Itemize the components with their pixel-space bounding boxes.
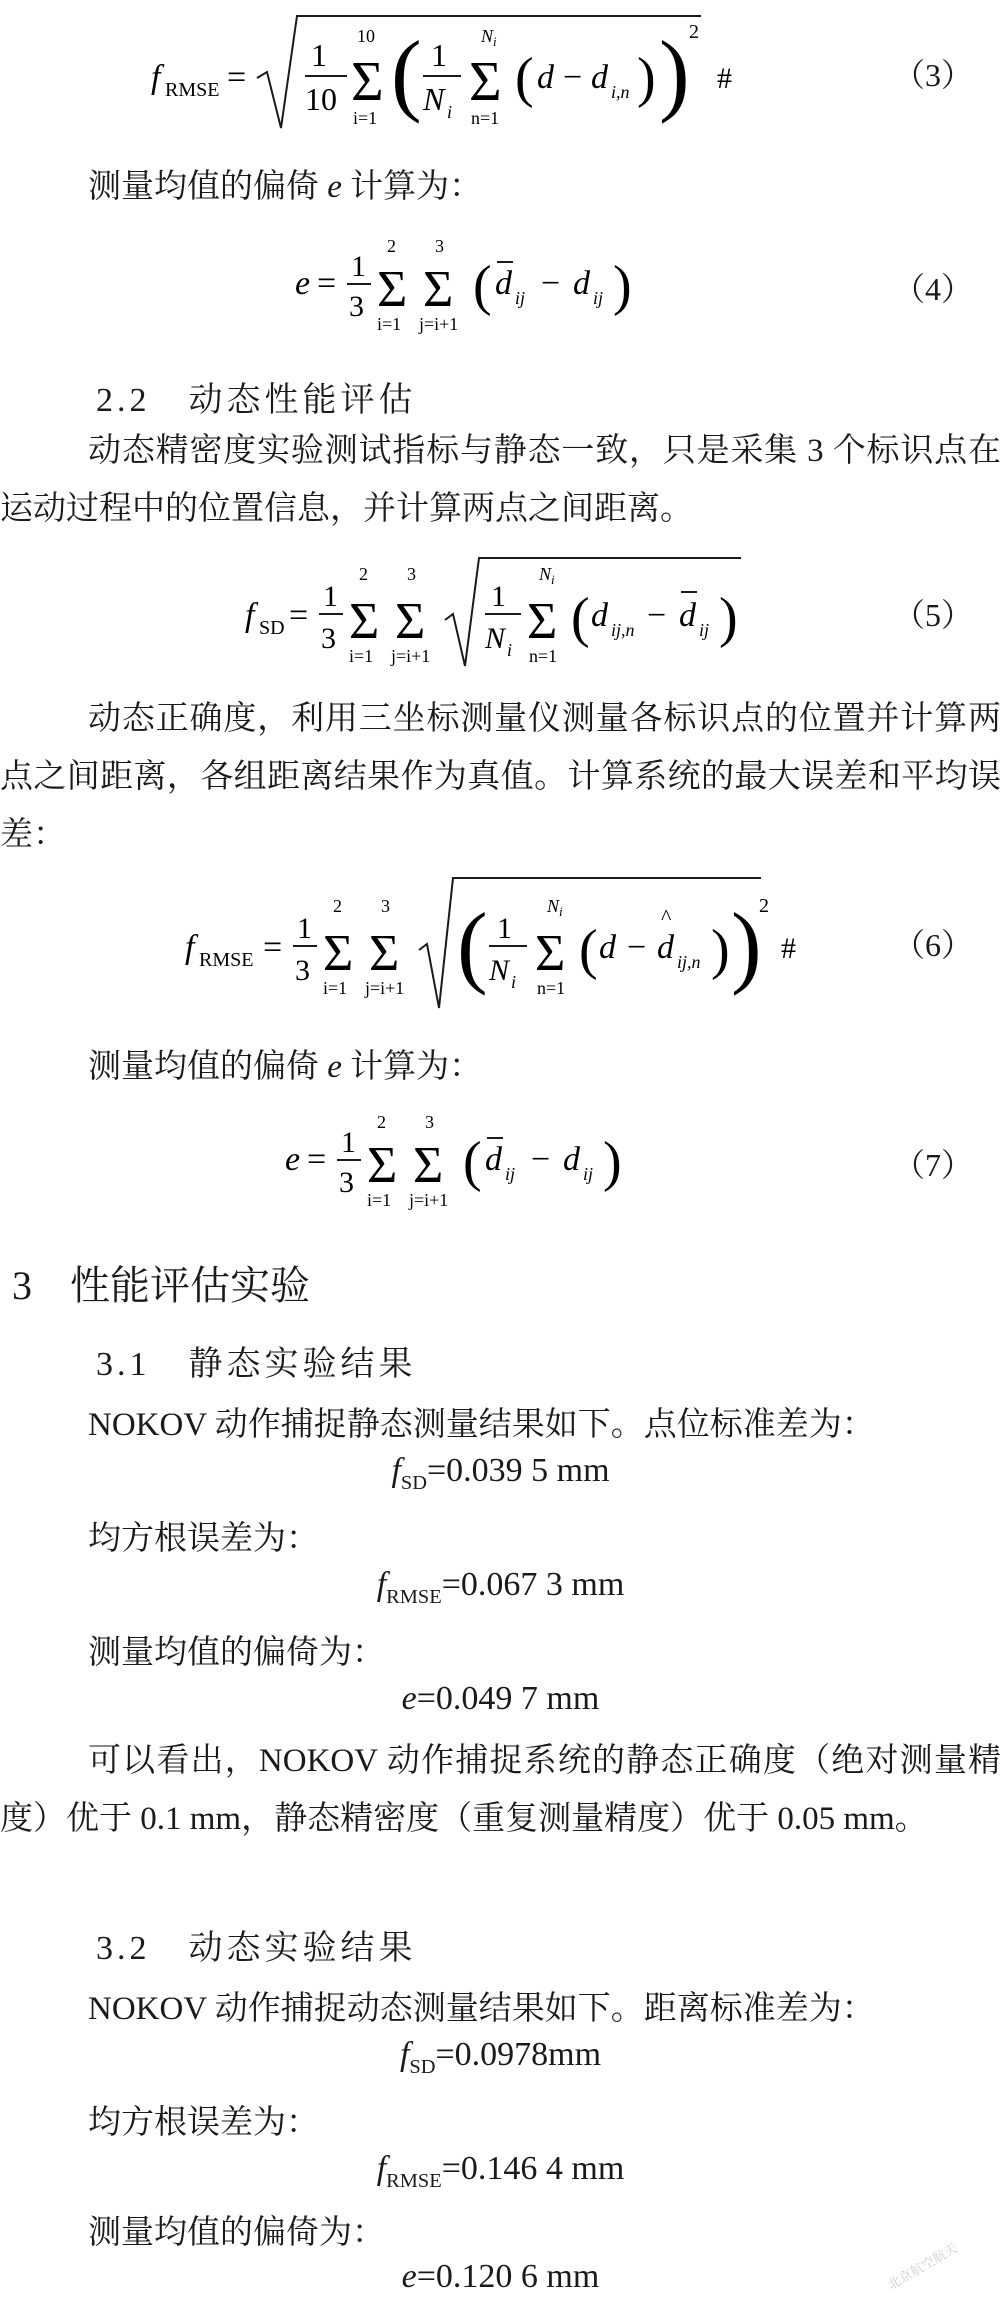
svg-text:j=i+1: j=i+1 xyxy=(390,646,430,666)
svg-text:2: 2 xyxy=(758,895,769,917)
svg-text:i: i xyxy=(550,572,555,587)
svg-text:d: d xyxy=(562,1141,580,1178)
svg-text:): ) xyxy=(636,47,656,109)
equation-6-number: （6） xyxy=(892,927,973,963)
svg-text:3: 3 xyxy=(348,290,364,323)
svg-text:Σ: Σ xyxy=(322,925,353,982)
watermark: 北京航空航天 xyxy=(885,2241,961,2294)
bias-label-1: 测量均值的偏倚为： xyxy=(88,1635,385,1671)
dynamic-e-result xyxy=(0,2258,1001,2296)
svg-text:1: 1 xyxy=(340,1126,356,1159)
static-sd-symbol: $f_{SD}$ xyxy=(391,1452,427,1494)
svg-text:N: N xyxy=(484,622,505,655)
static-sd-result xyxy=(0,1452,1001,1495)
svg-text:d: d xyxy=(484,1141,502,1178)
svg-text:): ) xyxy=(718,587,738,649)
svg-text:Σ: Σ xyxy=(412,1137,443,1194)
svg-text:2: 2 xyxy=(688,21,699,43)
svg-text:(: ( xyxy=(456,894,488,996)
svg-text:n=1: n=1 xyxy=(528,646,557,666)
svg-text:#: # xyxy=(780,932,796,965)
equation-6-formula xyxy=(181,868,821,1018)
section-3-title: 性能评估实验 xyxy=(70,1263,310,1309)
svg-text:10: 10 xyxy=(356,26,375,46)
static-rmse-value: =0.067 3 mm xyxy=(441,1566,625,1603)
svg-text:=: = xyxy=(226,59,246,96)
section-3-number: 3 xyxy=(12,1263,32,1308)
svg-text:d: d xyxy=(590,59,608,96)
svg-text:3: 3 xyxy=(380,896,390,916)
svg-text:ij: ij xyxy=(514,288,525,308)
svg-text:n=1: n=1 xyxy=(536,978,565,998)
svg-text:(: ( xyxy=(472,255,492,317)
svg-text:f: f xyxy=(244,597,254,634)
svg-text:i: i xyxy=(558,904,563,919)
svg-text:d: d xyxy=(494,265,512,302)
svg-text:f: f xyxy=(184,929,194,966)
equation-3-number: （3） xyxy=(892,57,973,93)
svg-text:N: N xyxy=(538,564,551,584)
para-dynamic-accuracy: 动态正确度，利用三坐标测量仪测量各标识点的位置并计算两点之间距离，各组距离结果作为真值。计算系统的最大误差和平均误差： xyxy=(0,701,1001,853)
svg-text:1: 1 xyxy=(310,37,327,73)
svg-text:ij,n: ij,n xyxy=(676,952,701,972)
equation-5 xyxy=(0,548,1001,678)
dynamic-sd-result xyxy=(0,2036,1001,2079)
svg-text:Σ: Σ xyxy=(368,925,399,982)
svg-text:=: = xyxy=(288,597,308,634)
svg-text:−: − xyxy=(530,1141,550,1178)
svg-text:Σ: Σ xyxy=(366,1137,397,1194)
svg-text:i: i xyxy=(510,972,516,992)
equation-7-number: （7） xyxy=(892,1147,973,1183)
svg-text:i: i xyxy=(446,102,452,122)
static-e-result xyxy=(0,1680,1001,1718)
svg-text:Σ: Σ xyxy=(350,51,384,113)
svg-text:Σ: Σ xyxy=(468,51,502,113)
svg-text:i: i xyxy=(506,640,512,660)
dynamic-sd-symbol: $f_{SD}$ xyxy=(399,2036,436,2078)
equation-5-formula xyxy=(241,548,761,678)
equation-7-formula xyxy=(281,1108,721,1218)
svg-text:i: i xyxy=(492,34,497,49)
bias-intro-1-var: e xyxy=(327,169,342,205)
svg-text:ij: ij xyxy=(582,1164,593,1184)
svg-text:ij,n: ij,n xyxy=(610,620,635,640)
svg-text:3: 3 xyxy=(424,1112,434,1132)
svg-text:N: N xyxy=(422,81,444,117)
rmse-intro-1: 均方根误差为： xyxy=(88,1521,319,1557)
dynamic-rmse-value: =0.146 4 mm xyxy=(441,2150,625,2187)
svg-text:n=1: n=1 xyxy=(470,108,499,128)
svg-text:N: N xyxy=(488,954,509,987)
svg-text:=: = xyxy=(262,929,282,966)
svg-text:j=i+1: j=i+1 xyxy=(408,1190,448,1210)
svg-text:−: − xyxy=(562,59,582,96)
bias-intro-2 xyxy=(88,1040,482,1087)
svg-text:−: − xyxy=(540,265,560,302)
svg-text:Σ: Σ xyxy=(422,261,453,318)
svg-text:(: ( xyxy=(514,47,534,109)
svg-text:^: ^ xyxy=(660,904,671,929)
svg-text:RMSE: RMSE xyxy=(198,949,253,971)
svg-text:d: d xyxy=(572,265,590,302)
svg-text:=: = xyxy=(316,265,336,302)
static-e-value: =0.049 7 mm xyxy=(416,1680,600,1717)
svg-text:i=1: i=1 xyxy=(322,978,347,998)
svg-text:2: 2 xyxy=(386,236,396,256)
section-3-2-heading: 3.2 动态实验结果 xyxy=(96,1930,417,1967)
svg-text:e: e xyxy=(294,265,310,302)
bias-label-2: 测量均值的偏倚为： xyxy=(88,2215,385,2251)
svg-text:1: 1 xyxy=(496,912,512,945)
svg-text:(: ( xyxy=(578,919,598,981)
svg-text:10: 10 xyxy=(304,81,337,117)
svg-text:#: # xyxy=(716,62,732,95)
equation-7 xyxy=(0,1108,1001,1218)
svg-text:−: − xyxy=(626,929,646,966)
svg-text:f: f xyxy=(150,59,160,96)
svg-text:): ) xyxy=(710,919,730,981)
svg-text:Σ: Σ xyxy=(348,593,379,650)
equation-3 xyxy=(0,8,1001,138)
svg-text:ij: ij xyxy=(592,288,603,308)
svg-text:=: = xyxy=(306,1141,326,1178)
svg-text:j=i+1: j=i+1 xyxy=(418,314,458,334)
svg-text:(: ( xyxy=(570,587,590,649)
svg-text:): ) xyxy=(602,1131,622,1193)
equation-3-formula xyxy=(141,8,861,138)
svg-text:d: d xyxy=(598,929,616,966)
svg-text:N: N xyxy=(480,26,493,46)
svg-text:Σ: Σ xyxy=(394,593,425,650)
static-rmse-result xyxy=(0,1566,1001,1609)
svg-text:2: 2 xyxy=(358,564,368,584)
svg-text:i=1: i=1 xyxy=(376,314,401,334)
svg-text:2: 2 xyxy=(376,1112,386,1132)
static-sd-value: =0.039 5 mm xyxy=(426,1452,610,1489)
svg-text:): ) xyxy=(612,255,632,317)
bias-intro-2-var: e xyxy=(327,1049,342,1085)
rmse-intro-2: 均方根误差为： xyxy=(88,2105,319,2141)
svg-text:j=i+1: j=i+1 xyxy=(364,978,404,998)
svg-text:2: 2 xyxy=(332,896,342,916)
svg-text:d: d xyxy=(590,597,608,634)
svg-text:1: 1 xyxy=(296,912,312,945)
svg-text:d: d xyxy=(536,59,554,96)
bias-intro-2-tail: 计算为： xyxy=(350,1049,483,1085)
equation-4-number: （4） xyxy=(892,271,973,307)
svg-text:SD: SD xyxy=(258,617,285,639)
para-dynamic-precision: 动态精密度实验测试指标与静态一致，只是采集 3 个标识点在运动过程中的位置信息，并计算两点之间距离。 xyxy=(0,433,1001,527)
equation-4 xyxy=(0,232,1001,342)
equation-5-number: （5） xyxy=(892,597,973,633)
svg-text:3: 3 xyxy=(434,236,444,256)
svg-text:N: N xyxy=(546,896,559,916)
bias-intro-1 xyxy=(88,160,482,207)
svg-text:ij: ij xyxy=(504,1164,515,1184)
dynamic-rmse-result xyxy=(0,2150,1001,2193)
svg-text:1: 1 xyxy=(430,37,447,73)
svg-text:e: e xyxy=(284,1141,300,1178)
equation-4-formula xyxy=(291,232,711,342)
svg-text:Σ: Σ xyxy=(534,925,565,982)
dynamic-e-value: =0.120 6 mm xyxy=(416,2258,600,2295)
static-intro: NOKOV 动作捕捉静态测量结果如下。点位标准差为： xyxy=(88,1407,875,1443)
svg-text:1: 1 xyxy=(350,250,366,283)
svg-text:Σ: Σ xyxy=(376,261,407,318)
bias-intro-1-tail: 计算为： xyxy=(350,169,483,205)
dynamic-intro: NOKOV 动作捕捉动态测量结果如下。距离标准差为： xyxy=(88,1991,875,2027)
dynamic-rmse-symbol: $f_{RMSE}$ xyxy=(376,2150,442,2192)
svg-text:d: d xyxy=(656,929,674,966)
svg-text:1: 1 xyxy=(322,580,338,613)
bias-intro-2-text: 测量均值的偏倚 xyxy=(88,1049,319,1085)
svg-text:(: ( xyxy=(462,1131,482,1193)
svg-text:d: d xyxy=(678,597,696,634)
svg-text:i=1: i=1 xyxy=(348,646,373,666)
svg-text:1: 1 xyxy=(490,580,506,613)
dynamic-sd-value: =0.0978mm xyxy=(435,2036,602,2073)
svg-text:RMSE: RMSE xyxy=(164,79,219,101)
para-static-conclusion: 可以看出，NOKOV 动作捕捉系统的静态正确度（绝对测量精度）优于 0.1 mm，静态精密度（重复测量精度）优于 0.05 mm。 xyxy=(0,1743,1001,1837)
dynamic-e-symbol: e xyxy=(401,2258,417,2295)
svg-text:3: 3 xyxy=(320,622,336,655)
svg-text:): ) xyxy=(730,894,762,996)
svg-text:i=1: i=1 xyxy=(352,108,377,128)
equation-6 xyxy=(0,868,1001,1018)
svg-text:−: − xyxy=(646,597,666,634)
svg-text:i,n: i,n xyxy=(610,82,630,102)
static-e-symbol: e xyxy=(401,1680,417,1717)
svg-text:ij: ij xyxy=(698,620,709,640)
section-2-2-heading: 2.2 动态性能评估 xyxy=(96,382,417,419)
svg-text:): ) xyxy=(658,22,690,124)
section-3-1-heading: 3.1 静态实验结果 xyxy=(96,1346,417,1383)
svg-text:(: ( xyxy=(390,22,422,124)
section-3-heading xyxy=(12,1254,310,1311)
svg-text:3: 3 xyxy=(406,564,416,584)
static-rmse-symbol: $f_{RMSE}$ xyxy=(376,1566,442,1608)
svg-text:3: 3 xyxy=(294,954,310,987)
svg-text:3: 3 xyxy=(338,1166,354,1199)
bias-intro-1-text: 测量均值的偏倚 xyxy=(88,169,319,205)
svg-text:Σ: Σ xyxy=(526,593,557,650)
svg-text:i=1: i=1 xyxy=(366,1190,391,1210)
